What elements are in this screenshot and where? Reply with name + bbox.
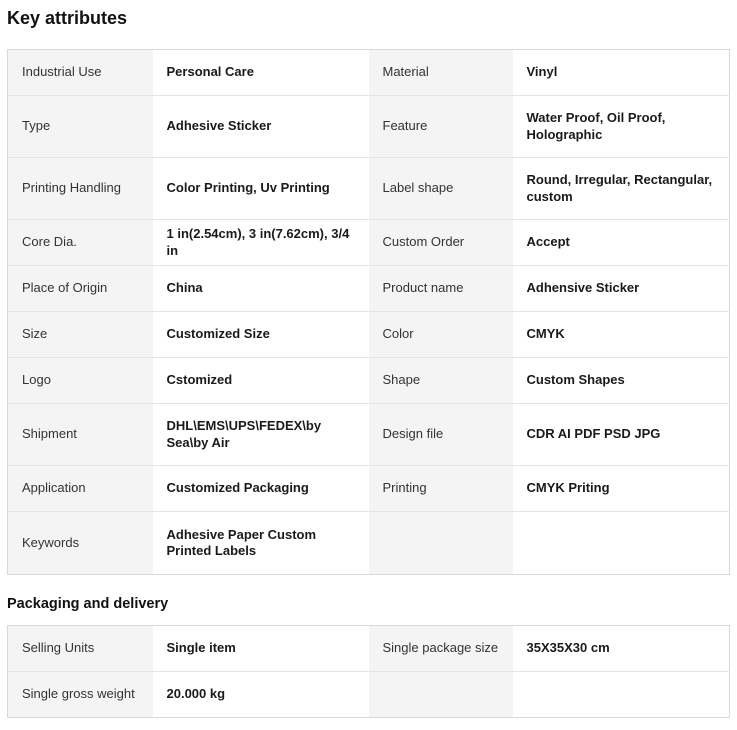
attribute-label: Keywords <box>8 512 153 575</box>
packaging-table <box>7 625 730 718</box>
table-row <box>8 626 730 672</box>
attribute-value: Adhensive Sticker <box>513 266 730 312</box>
attribute-value: 35X35X30 cm <box>513 626 730 672</box>
attribute-value: Customized Packaging <box>153 466 369 512</box>
attribute-value: CMYK <box>513 312 730 358</box>
attribute-label: Feature <box>369 96 513 158</box>
attribute-label: Custom Order <box>369 220 513 266</box>
table-row <box>8 266 730 312</box>
attribute-label: Design file <box>369 404 513 466</box>
table-row <box>8 158 730 220</box>
attribute-label: Type <box>8 96 153 158</box>
attribute-value: China <box>153 266 369 312</box>
table-row <box>8 50 730 96</box>
table-row <box>8 672 730 718</box>
table-row <box>8 512 730 575</box>
attribute-value: Adhesive Paper Custom Printed Labels <box>153 512 369 575</box>
attribute-label: Shipment <box>8 404 153 466</box>
attribute-label: Selling Units <box>8 626 153 672</box>
attribute-value: Vinyl <box>513 50 730 96</box>
attribute-value: Accept <box>513 220 730 266</box>
attribute-label: Size <box>8 312 153 358</box>
attribute-label: Printing <box>369 466 513 512</box>
attribute-label: Single package size <box>369 626 513 672</box>
table-row <box>8 466 730 512</box>
attribute-label: Application <box>8 466 153 512</box>
attribute-label: Core Dia. <box>8 220 153 266</box>
table-row <box>8 404 730 466</box>
table-row <box>8 96 730 158</box>
attribute-value <box>513 512 730 575</box>
attribute-label <box>369 512 513 575</box>
attribute-value: Adhesive Sticker <box>153 96 369 158</box>
attribute-label: Industrial Use <box>8 50 153 96</box>
attribute-label: Shape <box>369 358 513 404</box>
attribute-label: Place of Origin <box>8 266 153 312</box>
key-attributes-heading: Key attributes <box>7 8 128 28</box>
packaging-heading: Packaging and delivery <box>7 596 169 612</box>
attribute-value: Water Proof, Oil Proof, Holographic <box>513 96 730 158</box>
attribute-label: Material <box>369 50 513 96</box>
attribute-value: 1 in(2.54cm), 3 in(7.62cm), 3/4 in <box>153 220 369 266</box>
attribute-value: Round, Irregular, Rectangular, custom <box>513 158 730 220</box>
attribute-value: Single item <box>153 626 369 672</box>
table-row <box>8 312 730 358</box>
attribute-value: Cstomized <box>153 358 369 404</box>
attribute-value: Personal Care <box>153 50 369 96</box>
attribute-value <box>513 672 730 718</box>
attribute-value: Custom Shapes <box>513 358 730 404</box>
attribute-label: Logo <box>8 358 153 404</box>
attribute-label: Color <box>369 312 513 358</box>
attribute-value: Customized Size <box>153 312 369 358</box>
table-row <box>8 358 730 404</box>
attribute-value: Color Printing, Uv Printing <box>153 158 369 220</box>
table-row <box>8 220 730 266</box>
attribute-value: CMYK Priting <box>513 466 730 512</box>
attribute-label: Single gross weight <box>8 672 153 718</box>
attribute-label: Product name <box>369 266 513 312</box>
attribute-label: Label shape <box>369 158 513 220</box>
attribute-value: CDR AI PDF PSD JPG <box>513 404 730 466</box>
attribute-label <box>369 672 513 718</box>
attribute-value: DHL\EMS\UPS\FEDEX\by Sea\by Air <box>153 404 369 466</box>
key-attributes-table <box>7 49 730 575</box>
attribute-value: 20.000 kg <box>153 672 369 718</box>
attribute-label: Printing Handling <box>8 158 153 220</box>
